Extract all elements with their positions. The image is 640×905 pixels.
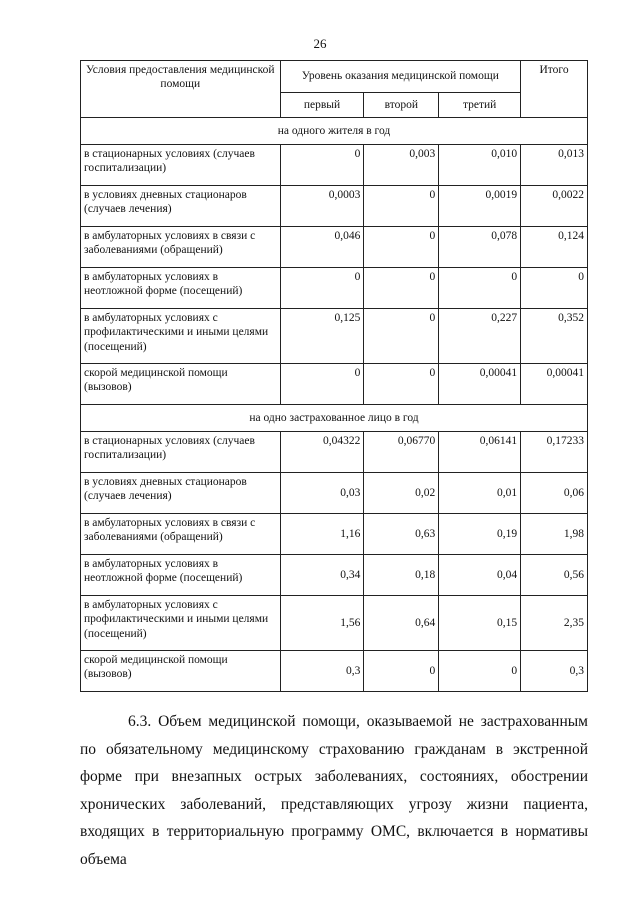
row-value: 0,15	[439, 596, 521, 651]
table-row	[81, 268, 588, 309]
table-row	[81, 364, 588, 405]
row-label: в условиях дневных стационаров (случаев лечения)	[81, 186, 281, 227]
row-value: 0	[364, 227, 439, 268]
row-value: 2,35	[521, 596, 588, 651]
row-value: 0	[364, 309, 439, 364]
row-value: 0,06770	[364, 432, 439, 473]
page-number: 26	[313, 36, 327, 51]
section-header	[81, 118, 588, 145]
row-value: 0,010	[439, 145, 521, 186]
row-label: в амбулаторных условиях с профилактическими и иными целями (посещений)	[81, 596, 281, 651]
paragraph-6-3: 6.3. Объем медицинской помощи, оказываемой не застрахованным по обязательному медицинскому страхованию гражданам в экстренной форме при внезапных острых заболеваниях, состояниях, обострении хронических заболеваний, представляющих угрозу жизни пациента, входящих в территориальную программу ОМС, включается в нормативы объема	[80, 713, 588, 868]
row-value: 0,124	[521, 227, 588, 268]
row-value: 0,00041	[521, 364, 588, 405]
row-label: в стационарных условиях (случаев госпитализации)	[81, 432, 281, 473]
row-label: скорой медицинской помощи (вызовов)	[81, 651, 281, 692]
row-value: 0	[364, 651, 439, 692]
table-row	[81, 651, 588, 692]
table-body	[81, 118, 588, 692]
row-label: в амбулаторных условиях в неотложной форме (посещений)	[81, 268, 281, 309]
table-row	[81, 514, 588, 555]
row-value: 0	[364, 268, 439, 309]
row-label: в амбулаторных условиях с профилактическими и иными целями (посещений)	[81, 309, 281, 364]
row-label: скорой медицинской помощи (вызовов)	[81, 364, 281, 405]
row-value: 0,0003	[280, 186, 364, 227]
row-value: 0,64	[364, 596, 439, 651]
row-value: 0,18	[364, 555, 439, 596]
row-value: 0,03	[280, 473, 364, 514]
row-value: 0	[521, 268, 588, 309]
row-value: 0,046	[280, 227, 364, 268]
table-row	[81, 473, 588, 514]
row-value: 0,227	[439, 309, 521, 364]
row-value: 0,0022	[521, 186, 588, 227]
row-value: 0	[280, 145, 364, 186]
row-value: 1,98	[521, 514, 588, 555]
table-row	[81, 227, 588, 268]
row-label: в амбулаторных условиях в связи с заболеваниями (обращений)	[81, 514, 281, 555]
table-row	[81, 432, 588, 473]
table-row	[81, 145, 588, 186]
section-title: на одно застрахованное лицо в год	[81, 405, 588, 432]
section-header	[81, 405, 588, 432]
table-row	[81, 309, 588, 364]
header-conditions: Условия предоставления медицинской помощи	[81, 61, 281, 118]
row-value: 1,16	[280, 514, 364, 555]
row-label: в стационарных условиях (случаев госпитализации)	[81, 145, 281, 186]
row-value: 0,125	[280, 309, 364, 364]
section-title: на одного жителя в год	[81, 118, 588, 145]
table-row	[81, 186, 588, 227]
row-value: 0,17233	[521, 432, 588, 473]
row-value: 0,3	[521, 651, 588, 692]
row-value: 0,003	[364, 145, 439, 186]
row-value: 1,56	[280, 596, 364, 651]
row-value: 0,00041	[439, 364, 521, 405]
row-value: 0	[439, 268, 521, 309]
row-value: 0,06141	[439, 432, 521, 473]
row-value: 0	[439, 651, 521, 692]
header-level-first: первый	[280, 93, 364, 118]
table-row	[81, 596, 588, 651]
row-value: 0,63	[364, 514, 439, 555]
row-value: 0,04322	[280, 432, 364, 473]
row-value: 0,01	[439, 473, 521, 514]
row-value: 0	[364, 186, 439, 227]
row-label: в амбулаторных условиях в связи с заболеваниями (обращений)	[81, 227, 281, 268]
medical-volume-table	[80, 60, 588, 692]
row-label: в условиях дневных стационаров (случаев лечения)	[81, 473, 281, 514]
row-value: 0,02	[364, 473, 439, 514]
table-row	[81, 555, 588, 596]
row-value: 0,3	[280, 651, 364, 692]
row-value: 0,0019	[439, 186, 521, 227]
row-value: 0,06	[521, 473, 588, 514]
row-value: 0,078	[439, 227, 521, 268]
row-value: 0,34	[280, 555, 364, 596]
row-label: в амбулаторных условиях в неотложной форме (посещений)	[81, 555, 281, 596]
row-value: 0,013	[521, 145, 588, 186]
row-value: 0,56	[521, 555, 588, 596]
header-level-second: второй	[364, 93, 439, 118]
header-level: Уровень оказания медицинской помощи	[280, 61, 521, 93]
row-value: 0	[280, 268, 364, 309]
row-value: 0	[364, 364, 439, 405]
row-value: 0,04	[439, 555, 521, 596]
header-level-third: третий	[439, 93, 521, 118]
row-value: 0,19	[439, 514, 521, 555]
row-value: 0	[280, 364, 364, 405]
header-total: Итого	[521, 61, 588, 118]
row-value: 0,352	[521, 309, 588, 364]
